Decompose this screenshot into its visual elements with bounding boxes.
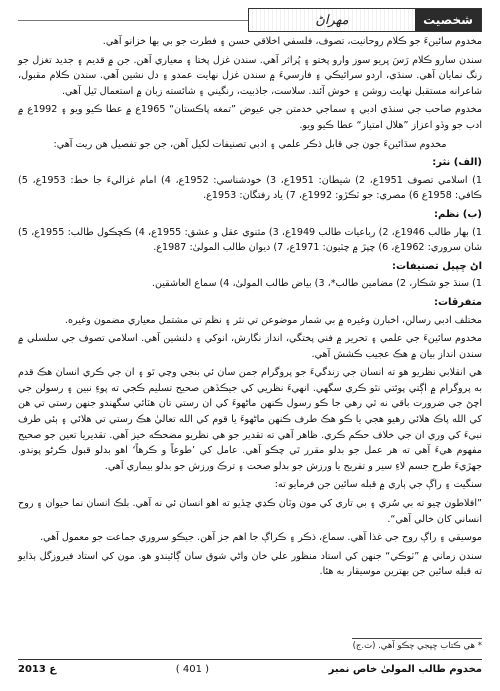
header-badge <box>248 8 482 32</box>
magazine-logo: مهراڻ <box>249 9 415 31</box>
footnote: * هي ڪتاب ڇپجي چڪو آهي. (ت.ج) <box>352 641 482 651</box>
poetry-heading: (ب) نظم: <box>433 208 482 220</box>
intro-paragraph-2: سندن سارو ڪلام رَسَ ڀريو سوز وارو پختو ۽ پُراثر آهي. سندن غزل پختا ۽ معياري آهن. جن ۾ قديم ۽ جديد تغزل جو رنگ نمايان آهي. سنڌي، اردو سرائيڪي ۽ فارسيءَ ۾ سندن غزل نهايت عمدو ۽ دل نشين آهي. سندن ڪلام مقبول، شاعرانه مستقبل نهايت روشن ۽ خوش آئند. سلاست، جاذبيت، رنگيني ۽ شائسته زبان ۾ استعمال ٿيل آهي. <box>18 54 482 97</box>
unpublished-works-list: 1) سنڌ جو شڪار، 2) مضامين طالب*، 3) بياض طالب المولىٰ، 4) سماع العاشقين. <box>151 278 482 290</box>
poetry-works-list: 1) بهار طالب 1946ع، 2) رباعيات طالب 1949ع، 3) مثنوي عقل و عشق: 1955ع، 4) ڪچڪول طالب: 1955ع، 5) شان سروري: 1962ع، 6) چپڙ ۾ چٽيون: 1971ع، 7) ديوان طالب المولىٰ: 1987ع. <box>18 226 482 254</box>
page-footer <box>18 659 482 678</box>
article-body <box>18 34 482 580</box>
misc-paragraph-4: سنگيت ۽ راڳ جي ٻاري ۾ قبله سائين جن فرمايو ته: <box>274 479 482 491</box>
intro-paragraph-1: مخدوم سائينءَ جو ڪلام روحانيت، تصوف، فلسفي اخلاقي حسن ۽ فطرت جو بي بها خزانو آهي. <box>102 36 482 47</box>
intro-paragraph-4: مخدوم سڌائينءَ جون جي قابل ذڪر علمي ۽ ادبي تصنيفات لکيل آهن، جن جو تفصيل هن ريت آهي: <box>53 138 447 150</box>
section-label: شخصيت <box>415 9 481 31</box>
misc-paragraph-6: موسيقي ۽ راڳ روح جي غذا آهي. سماع، ذڪر ۽ ڪراڳ جا اهم جز آهن. جيڪو سروري جماعت جو معمول آهي. <box>40 532 482 544</box>
prose-works-list: 1) اسلامي تصوف 1951ع، 2) شيطان: 1951ع، 3) خودشناسي: 1952ع، 4) امام غزاليءَ جا خط: 1953ع، 5) ڪافي: 1958ع 6) مصري: جو ٽڪڙو: 1992ع، 7) ياد رفتگان: 1953ع. <box>18 174 482 202</box>
misc-paragraph-5: ”افلاطون چيو ته بي سُري ۽ بي تاري کي مون وٽان ڪڍي ڇڏيو ته اهو انسان ئي نه آهي. بلڪ انسان نما حيوان ۽ روح انساني کان خالي آهي“. <box>18 498 482 525</box>
miscellaneous-heading: متفرقات: <box>433 296 482 308</box>
misc-paragraph-7: سندن زماني ۾ ”ٽوڪي“ جنهن کي استاد منظور علي خان واڻي شوق سان ڳائيندو هو. مون کي استاد فيروزگل ٻڌايو ته قبله سائين جن بهترين موسيقار به هئا. <box>18 550 482 578</box>
header-rule <box>18 20 250 21</box>
misc-paragraph-1: مختلف ادبي رسالن، اخبارن وغيره ۾ بي شمار موضوعن تي نثر ۽ نظم تي مشتمل معياري مضمون وغيره. <box>64 314 482 326</box>
misc-paragraph-3: هي انقلابي نظريو هو ته انسان جي زندگيءَ جو پروگرام جمن سان ئي بنجي وڃي ٿو ۽ ان جي ڪري انسان هڪ قدم به پروگرام ۾ اڳتي پوئتي نٿو ڪري سگهي. انهيءَ نظريي کي جيڪڏهن صحيح تسليم ڪجي ته پوءِ نبين ۽ رسولن جي اچڻ جي ضرورت باقي نه ٿي رهي جا ڪو رسول ڪنهن ماڻهوءَ کي ان رستي تان هٽائي سگهندو جنهن رستي تي هن کي الله پاڪ هلائي رهيو هجي يا ڪو هڪ طرف ڪنهن ماڻهوءَ يا قوم کي الله تعاليٰ هڪ رستي تي هلائي ۽ ٻئي طرف نبيءَ کي وري ان جي خلاف حڪم ڪري. ظاهر آهي ته تقدير جو هي نظريو مضحڪه خيز آهي. تقديريا تعين جو صحيح مفهوم هيءَ آهي ته هر عمل جو بدلو مقرر ٿي چڪو آهي. عامل کي ’طوعاً و ڪرهاً‘ اهو بدلو قبول ڪرڻو پوندو. جهڙيءَ طرح جسم لاءِ سير و تفريح يا ورزش جو بدلو صحت ۽ ترڪ ورزش جو بدلو بيماري آهي. <box>18 367 482 472</box>
prose-heading: (الف) نثر: <box>432 157 482 169</box>
footer-year: 2013 ع <box>18 663 57 675</box>
misc-paragraph-2: مخدوم سائينءَ جي علمي ۽ تحرير ۾ فني پختگي، انداز نگارش، انوکي ۽ دلنشين آهي. اسلامي تصوف جي سلسلي ۾ سندن انداز بيان ۾ هڪ عجيب ڪشش آهي. <box>18 333 482 360</box>
footer-publication: مخدوم طالب المولىٰ خاص نمبر <box>328 663 482 675</box>
page-header <box>18 6 482 32</box>
unpublished-heading: اڻ ڇپيل تصنيفات: <box>392 260 482 272</box>
page-number: ( 401 ) <box>175 663 210 675</box>
intro-paragraph-3: مخدوم صاحب جي سنڌي ادبي ۽ سماجي خدمتن جي عيوض ”تمغه پاڪستان“ 1965ع ۾ عطا ڪيو ويو ۽ 1992ع ۾ ادب جو وڏو اعزاز ”هلال امتياز“ عطا ڪيو ويو. <box>18 104 482 131</box>
footnote-rule <box>352 638 482 639</box>
